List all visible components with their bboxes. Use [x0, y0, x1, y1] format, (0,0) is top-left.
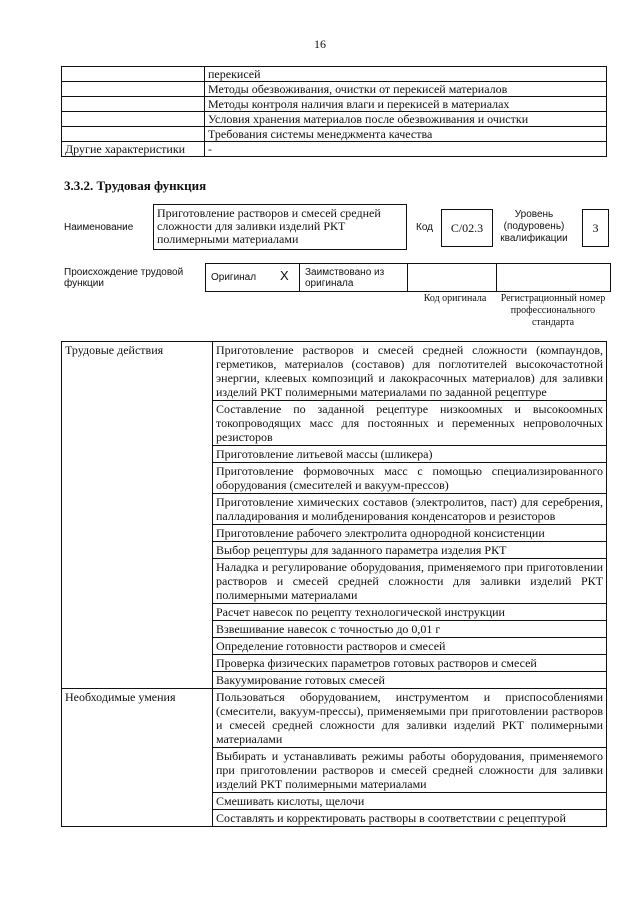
qualification-level-label: Уровень (подуровень) квалификации	[500, 209, 568, 244]
skills-label: Необходимые умения	[62, 689, 213, 827]
list-item: Выбирать и устанавливать режимы работы оборудования, применяемого при приготовлении растворов и смесей средней сложности для заливки изделий РКТ полимерными материалами	[213, 748, 607, 793]
registration-number-label: Регистрационный номер профессионального стандарта	[500, 293, 606, 328]
list-item: Составлять и корректировать растворы в соответствии с рецептурой	[213, 810, 607, 827]
original-mark: X	[280, 268, 289, 283]
list-item: Пользоваться оборудованием, инструментом и приспособлениями (смесители, вакуум-прессы), применяемыми при приготовлении растворов и смесей средней сложности для заливки изделий РКТ полимерными материалами	[213, 689, 607, 748]
table-cell: Условия хранения материалов после обезвоживания и очистки	[205, 112, 607, 127]
table-cell	[62, 112, 205, 127]
table-row	[62, 67, 607, 82]
table-row	[62, 142, 607, 157]
original-label: Оригинал	[211, 272, 257, 283]
table-cell	[62, 67, 205, 82]
section-title: 3.3.2. Трудовая функция	[64, 178, 207, 193]
other-characteristics-label: Другие характеристики	[62, 142, 205, 157]
table-row	[62, 127, 607, 142]
list-item: Вакуумирование готовых смесей	[213, 672, 607, 689]
table-row	[62, 342, 607, 401]
table-row	[62, 112, 607, 127]
top-table	[61, 66, 607, 157]
function-name-box: Приготовление растворов и смесей средней сложности для заливки изделий РКТ полимерными материалами	[153, 204, 407, 250]
qualification-level-box: 3	[582, 209, 609, 247]
divider	[407, 264, 408, 291]
code-label: Код	[416, 222, 434, 233]
borrowed-label: Заимствовано из оригинала	[305, 267, 385, 289]
divider	[299, 264, 300, 291]
origin-box	[205, 263, 611, 292]
table-row	[62, 97, 607, 112]
list-item: Смешивать кислоты, щелочи	[213, 793, 607, 810]
list-item: Составление по заданной рецептуре низкоомных и высокоомных токопроводящих масс для постоянных и переменных непроволочных резисторов	[213, 401, 607, 446]
list-item: Расчет навесок по рецепту технологической инструкции	[213, 604, 607, 621]
list-item: Проверка физических параметров готовых растворов и смесей	[213, 655, 607, 672]
table-cell	[62, 82, 205, 97]
other-characteristics-value: -	[205, 142, 607, 157]
list-item: Определение готовности растворов и смесей	[213, 638, 607, 655]
list-item: Выбор рецептуры для заданного параметра изделия РКТ	[213, 542, 607, 559]
code-original-label: Код оригинала	[423, 293, 487, 304]
labor-function-table	[61, 341, 607, 827]
table-cell	[62, 127, 205, 142]
list-item: Взвешивание навесок с точностью до 0,01 г	[213, 621, 607, 638]
table-row	[62, 689, 607, 748]
list-item: Приготовление рабочего электролита однородной консистенции	[213, 525, 607, 542]
table-row	[62, 82, 607, 97]
table-cell: Методы обезвоживания, очистки от перекисей материалов	[205, 82, 607, 97]
origin-label: Происхождение трудовой функции	[64, 267, 184, 289]
name-label: Наименование	[64, 222, 134, 233]
list-item: Приготовление химических составов (электролитов, паст) для серебрения, палладирования и молибденирования конденсаторов и резисторов	[213, 494, 607, 525]
list-item: Приготовление литьевой массы (шликера)	[213, 446, 607, 463]
table-cell	[62, 97, 205, 112]
page-number: 16	[314, 37, 326, 51]
labor-actions-label: Трудовые действия	[62, 342, 213, 689]
function-code-box: C/02.3	[441, 209, 493, 247]
list-item: Приготовление растворов и смесей средней сложности (компаундов, герметиков, материалов (составов) для поглотителей высокочастотной энергии, клеевых композиций и лакокрасочных материалов) для заливки изделий РКТ полимерными материалами по заданной рецептуре	[213, 342, 607, 401]
list-item: Приготовление формовочных масс с помощью специализированного оборудования (смесителей и вакуум-прессов)	[213, 463, 607, 494]
list-item: Наладка и регулирование оборудования, применяемого при приготовлении растворов и смесей средней сложности для заливки изделий РКТ полимерными материалами	[213, 559, 607, 604]
table-cell: Методы контроля наличия влаги и перекисей в материалах	[205, 97, 607, 112]
divider	[496, 264, 497, 291]
table-cell: Требования системы менеджмента качества	[205, 127, 607, 142]
table-cell: перекисей	[205, 67, 607, 82]
